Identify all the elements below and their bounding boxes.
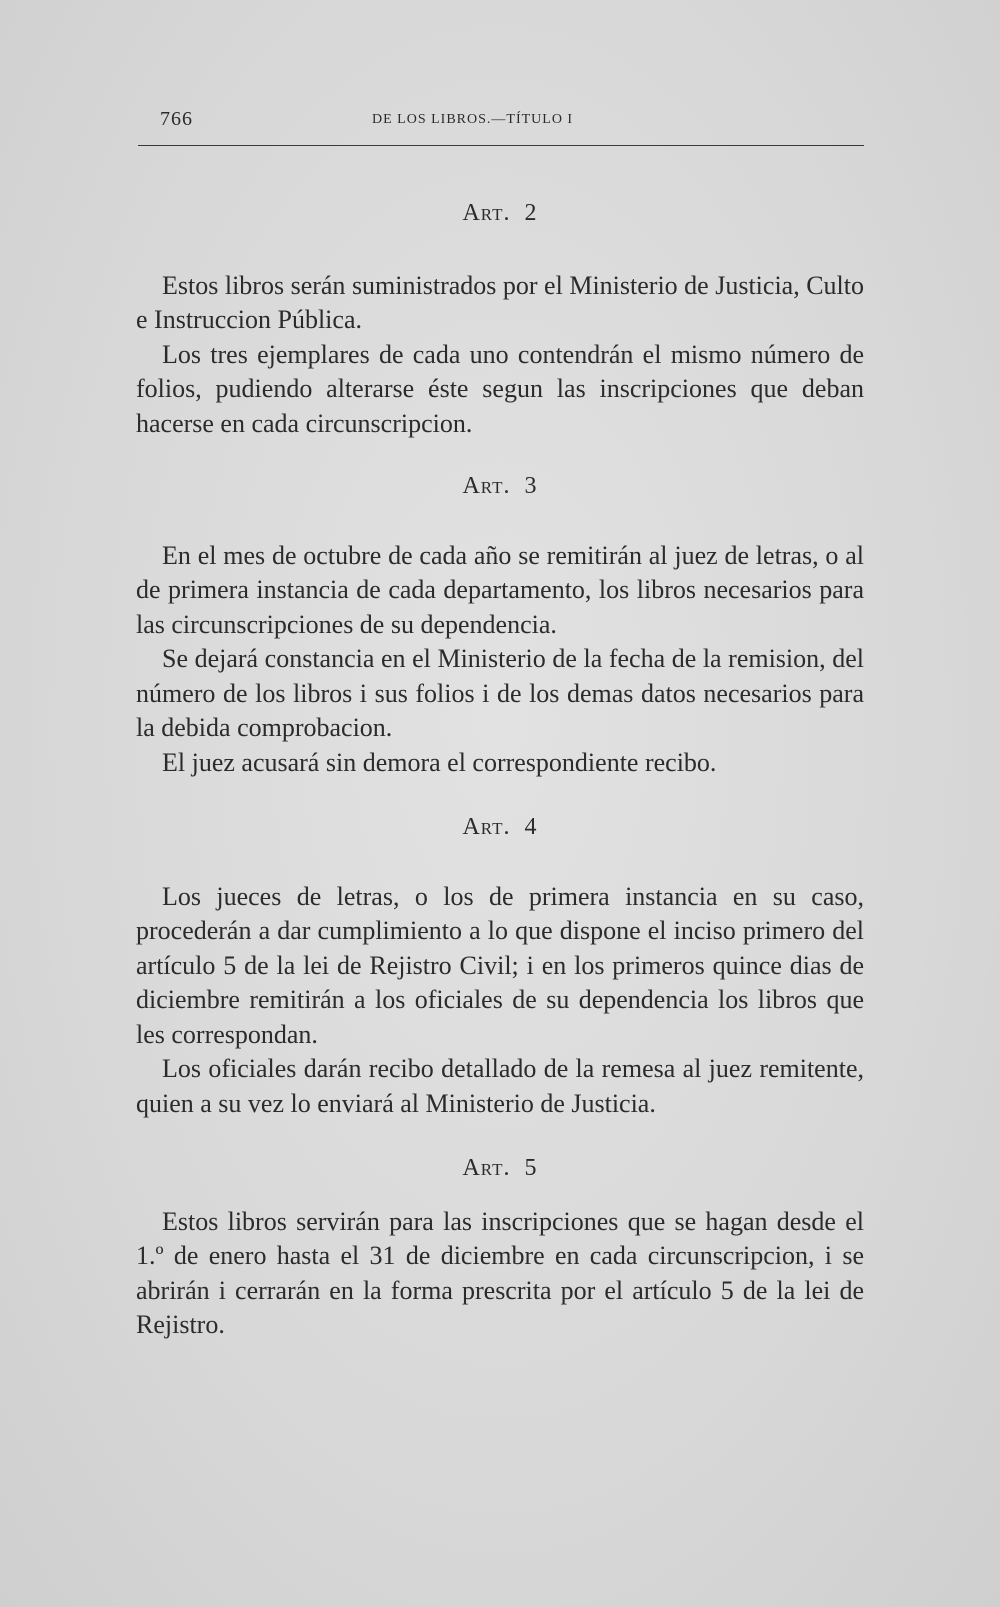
article-heading — [136, 196, 864, 231]
article-heading — [136, 469, 864, 504]
article-label: Art. — [462, 200, 511, 226]
document-body — [136, 196, 864, 1343]
article-label: Art. — [462, 1155, 511, 1181]
article-number: 4 — [524, 814, 538, 840]
article-3 — [136, 469, 864, 780]
article-4 — [136, 810, 864, 1121]
page-header — [160, 108, 862, 140]
article-heading — [136, 810, 864, 845]
paragraph: En el mes de octubre de cada año se remitirán al juez de letras, o al de primera instancia de cada departamento, los libros necesarios para las circunscripciones de su dependencia. — [136, 540, 864, 639]
paragraph: Los oficiales darán recibo detallado de la remesa al juez remitente, quien a su vez lo enviará al Ministerio de Justicia. — [136, 1054, 864, 1118]
article-heading — [136, 1151, 864, 1186]
article-label: Art. — [462, 473, 511, 499]
article-5 — [136, 1151, 864, 1343]
article-number: 5 — [524, 1155, 538, 1181]
article-label: Art. — [462, 814, 511, 840]
paragraph: Los jueces de letras, o los de primera instancia en su caso, procederán a dar cumplimiento a lo que dispone el inciso primero del artículo 5 de la lei de Rejistro Civil; i en los primeros quince dias de diciembre remitirán a los oficiales de su dependencia los libros que les correspondan. — [136, 881, 864, 1049]
paragraph: Estos libros servirán para las inscripciones que se hagan desde el 1.º de enero hasta el 31 de diciembre en cada circunscripcion, i se abrirán i cerrarán en la forma prescrita por el artículo 5 de la lei de Rejistro. — [136, 1206, 864, 1339]
paragraph: El juez acusará sin demora el correspondiente recibo. — [162, 747, 717, 777]
paragraph: Los tres ejemplares de cada uno contendrán el mismo número de folios, pudiendo alterarse éste segun las inscripciones que deban hacerse en cada circunscripcion. — [136, 339, 864, 438]
article-number: 2 — [524, 200, 538, 226]
page-number: 766 — [160, 108, 193, 130]
header-rule — [138, 145, 864, 146]
paragraph: Se dejará constancia en el Ministerio de la fecha de la remision, del número de los libros i sus folios i de los demas datos necesarios para la debida comprobacion. — [136, 644, 864, 742]
article-number: 3 — [524, 473, 538, 499]
article-2 — [136, 196, 864, 441]
paragraph: Estos libros serán suministrados por el Ministerio de Justicia, Culto e Instruccion Pública. — [136, 270, 864, 334]
running-title: DE LOS LIBROS.—TÍTULO I — [372, 112, 574, 127]
